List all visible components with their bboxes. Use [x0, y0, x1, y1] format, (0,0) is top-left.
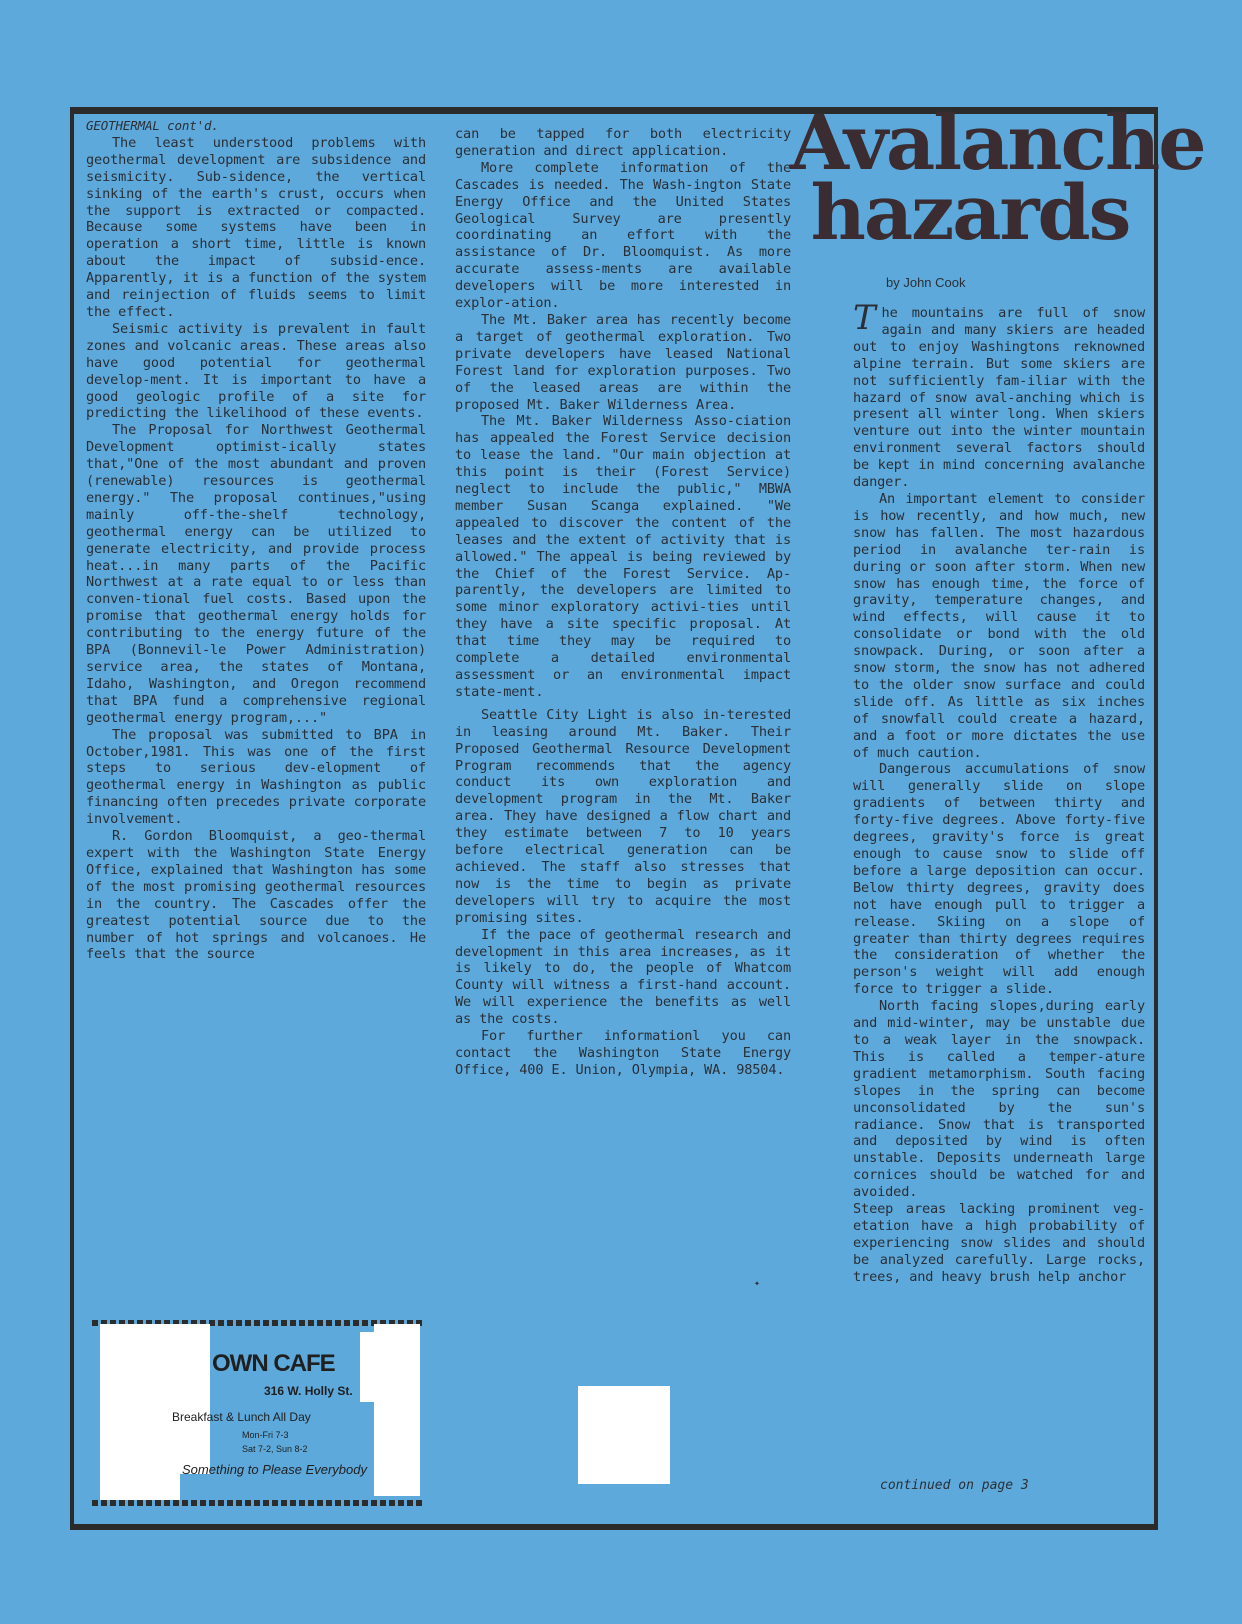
- cafe-advertisement: [92, 1320, 422, 1508]
- ad-slogan: Something to Please Everybody: [182, 1462, 367, 1477]
- paragraph: Seattle City Light is also in-terested in leasing around Mt. Baker. Their Proposed Geothermal Resource Development Program recommends that the agency conduct its own exploration and development program in the Mt. Baker area. They have designed a flow chart and they estimate between 7 to 10 years before electrical generation can be achieved. The staff also stresses that now is the time to begin as private developers will try to acquire the most promising sites.: [455, 706, 791, 926]
- end-mark-icon: ✦: [754, 1278, 761, 1289]
- paragraph: North facing slopes,during early and mid-winter, may be unstable due to a weak layer in the snowpack. This is called a temper-ature gradient metamorphism. South facing slopes in the spring can become unconsolidated by the sun's radiance. Snow that is transported and deposited by wind is often unstable. Deposits underneath large cornices should be watched for and avoided.: [853, 998, 1145, 1201]
- byline: by John Cook: [886, 275, 966, 290]
- article-title: [790, 98, 1205, 257]
- paragraph: An important element to consider is how recently, and how much, new snow has fallen. The most hazardous period in avalanche ter-rain is during or soon after storm. When new snow has enough time, the force of gravity, temperature changes, and wind effects, will cause it to consolidate or bond with the old snowpack. During, or soon after a snow storm, the snow has not adhered to the older snow surface and could slide off. As little as six inches of snowfall could create a hazard, and a foot or more dictates the use of much caution.: [853, 490, 1145, 761]
- ad-hours-weekday: Mon-Fri 7-3: [242, 1430, 289, 1440]
- right-column: [853, 298, 1145, 1286]
- continued-note: continued on page 3: [880, 1478, 1029, 1493]
- paragraph: R. Gordon Bloomquist, a geo-thermal expert with the Washington State Energy Office, explained that Washington has some of the most promising geothermal resources in the country. The Cascades offer the greatest potential source due to the number of hot springs and volcanoes. He feels that the source: [86, 828, 426, 963]
- title-line: hazards: [810, 168, 1130, 257]
- paragraph: can be tapped for both electricity generation and direct application.: [455, 126, 791, 159]
- paragraph-text: he mountains are full of snow again and many skiers are headed out to enjoy Washingtons reknowned alpine terrain. But some skiers are not sufficiently fam-iliar with the hazard of snow aval-anching which is present all winter long. When skiers venture out into the winter mountain environment several factors should be kept in mind concerning avalanche danger.: [853, 305, 1145, 491]
- paragraph: The Proposal for Northwest Geothermal Development optimist-ically states that,"One of the most abundant and proven (renewable) resources is geothermal energy." The proposal continues,"using mainly off-the-shelf technology, geothermal energy can be utilized to generate electricity, and provide process heat...in many parts of the Pacific Northwest at a rate equal to or less than conven-tional fuel costs. Based upon the promise that geothermal energy holds for contributing to the energy future of the BPA (Bonnevil-le Power Administration) service area, the states of Montana, Idaho, Washington, and Oregon recommend that BPA fund a comprehensive regional geothermal energy program,...": [86, 422, 426, 726]
- middle-column: [455, 126, 791, 1079]
- paragraph: Dangerous accumulations of snow will generally slide on slope gradients of between thirty and forty-five degrees. Above forty-five degrees, gravity's force is great enough to cause snow to slide off before a large deposition can occur. Below thirty degrees, gravity does not have enough pull to trigger a release. Skiing on a slope of greater than thirty degrees requires the consideration of whether the person's weight will add enough force to trigger a slide.: [853, 761, 1145, 998]
- paragraph: The Mt. Baker area has recently become a target of geothermal exploration. Two private developers have leased National Forest land for exploration purposes. Two of the leased areas are within the proposed Mt. Baker Wilderness Area.: [455, 311, 791, 413]
- ad-hours-weekend: Sat 7-2, Sun 8-2: [242, 1444, 308, 1454]
- redaction-block: [374, 1324, 420, 1496]
- paragraph: Seismic activity is prevalent in fault zones and volcanic areas. These areas also have good potential for geothermal develop-ment. It is important to have a good geologic profile of a site for predicting the likelihood of these events.: [86, 320, 426, 422]
- redaction-block: [100, 1470, 180, 1500]
- ad-cafe-name: OWN CAFE: [212, 1350, 335, 1377]
- left-column: [86, 118, 426, 963]
- drop-cap: T: [853, 298, 876, 338]
- paragraph: More complete information of the Cascades is needed. The Wash-ington State Energy Office and the United States Geological Survey are presently coordinating an effort with the assistance of Dr. Bloomquist. As more accurate assess-ments are available developers will be more interested in explor-ation.: [455, 159, 791, 312]
- paragraph: Steep areas lacking prominent veg-etation have a high probability of experiencing snow slides and should be analyzed carefully. Large rocks, trees, and heavy brush help anchor: [853, 1201, 1145, 1285]
- ad-border: [92, 1500, 422, 1506]
- paragraph: For further informationl you can contact the Washington State Energy Office, 400 E. Union, Olympia, WA. 98504.: [455, 1028, 791, 1078]
- redaction-block: [578, 1386, 670, 1484]
- paragraph: [853, 298, 1145, 491]
- ad-address: 316 W. Holly St.: [264, 1384, 353, 1398]
- paragraph: If the pace of geothermal research and development in this area increases, as it is likely to do, the people of Whatcom County will witness a first-hand account. We will experience the benefits as well as the costs.: [455, 926, 791, 1028]
- ad-meals: Breakfast & Lunch All Day: [172, 1410, 311, 1424]
- paragraph: The least understood problems with geothermal development are subsidence and seismicity. Sub-sidence, the vertical sinking of the earth's crust, occurs when the support is extracted or compacted. Because some systems have been in operation a short time, little is known about the impact of subsid-ence. Apparently, it is a function of the system and reinjection of fluids seems to limit the effect.: [86, 134, 426, 320]
- title-line: Avalanche: [790, 98, 1205, 187]
- continued-heading: GEOTHERMAL cont'd.: [86, 118, 219, 133]
- paragraph: The Mt. Baker Wilderness Asso-ciation has appealed the Forest Service decision to lease the land. "Our main objection at this point is their (Forest Service) neglect to include the public," MBWA member Susan Scanga explained. "We appealed to discover the content of the leases and the extent of activity that is allowed." The appeal is being reviewed by the Chief of the Forest Service. Ap-parently, the developers are limited to some minor exploratory activi-ties until they have a site specific proposal. At that time they may be required to complete a detailed environmental assessment or an environmental impact state-ment.: [455, 413, 791, 700]
- paragraph: The proposal was submitted to BPA in October,1981. This was one of the first steps to serious dev-elopment of geothermal energy in Washington as public financing often precedes private corporate involvement.: [86, 726, 426, 828]
- redaction-block: [100, 1324, 210, 1474]
